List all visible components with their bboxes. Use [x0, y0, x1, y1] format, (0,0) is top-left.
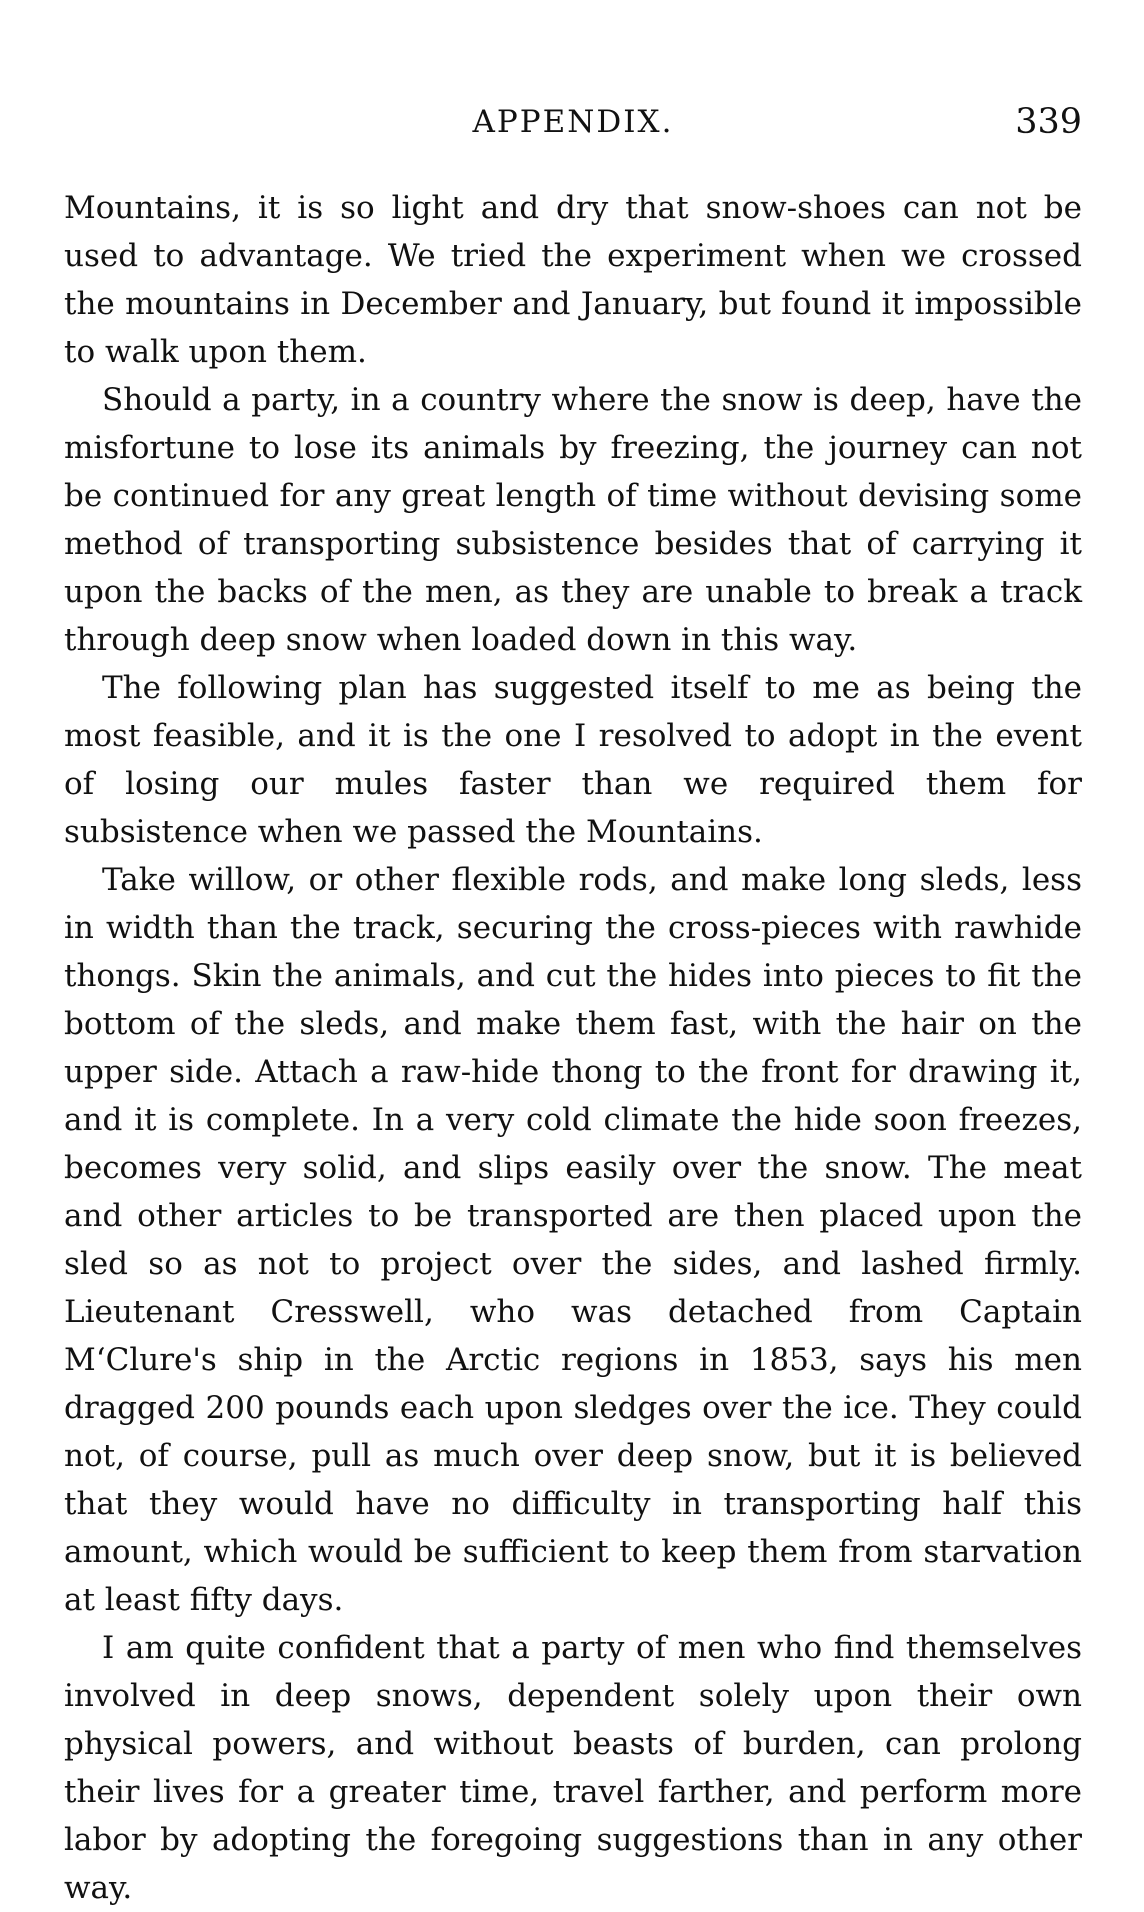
running-title: APPENDIX. — [472, 104, 674, 140]
text-body — [64, 184, 1082, 1912]
paragraph: I am quite confident that a party of men who find themselves involved in deep snows, dependent solely upon their own physical powers, and without beasts of burden, can prolong their lives for a greater time, travel farther, and perform more labor by adopting the foregoing suggestions than in any other way. — [64, 1630, 1082, 1906]
paragraph: Take willow, or other flexible rods, and make long sleds, less in width than the track, securing the cross-pieces with rawhide thongs. Skin the animals, and cut the hides into pieces to fit the bottom of the sleds, and make them fast, with the hair on the upper side. Attach a raw-hide thong to the front for drawing it, and it is complete. In a very cold climate the hide soon freezes, becomes very solid, and slips easily over the snow. The meat and other articles to be transported are then placed upon the sled so as not to project over the sides, and lashed firmly. Lieutenant Cresswell, who was detached from Captain M‘Clure's ship in the Arctic regions in 1853, says his men dragged 200 pounds each upon sledges over the ice. They could not, of course, pull as much over deep snow, but it is believed that they would have no difficulty in transporting half this amount, which would be sufficient to keep them from starvation at least fifty days. — [64, 862, 1082, 1618]
paragraph: Should a party, in a country where the snow is deep, have the misfortune to lose its animals by freezing, the journey can not be continued for any great length of time without devising some method of transporting subsistence besides that of carrying it upon the backs of the men, as they are unable to break a track through deep snow when loaded down in this way. — [64, 382, 1082, 658]
paragraph: The following plan has suggested itself to me as being the most feasible, and it is the one I resolved to adopt in the event of losing our mules faster than we required them for subsistence when we passed the Mountains. — [64, 670, 1082, 850]
page-number: 339 — [1015, 102, 1082, 142]
paragraph-continued: Mountains, it is so light and dry that snow-shoes can not be used to advantage. We tried the experiment when we crossed the mountains in December and January, but found it impossible to walk upon them. — [64, 190, 1082, 370]
page-header — [64, 104, 1082, 154]
